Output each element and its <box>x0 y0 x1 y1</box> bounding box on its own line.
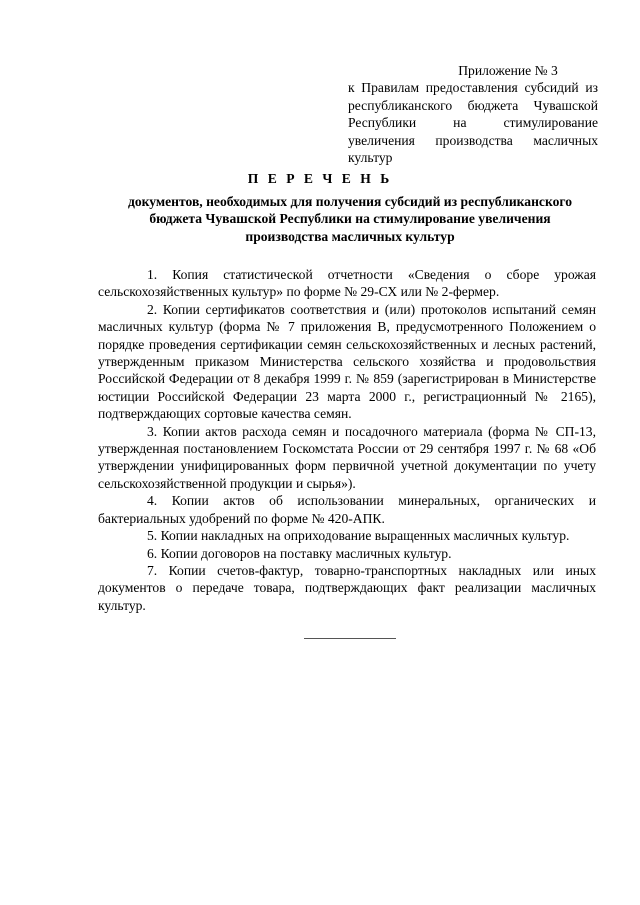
documents-list <box>98 266 596 614</box>
list-item-7: 7. Копии счетов-фактур, товарно-транспортных накладных или иных документов о передаче товара, подтверждающих факт реализации масличных культур. <box>98 562 596 613</box>
end-separator-line <box>304 638 396 639</box>
list-item-3: 3. Копии актов расхода семян и посадочного материала (форма № СП-13, утвержденная постановлением Госкомстата России от 29 сентября 1997 г. № 68 «Об утверждении унифицированных форм первичной учетной документации по учету сельскохозяйственной продукции и сырья»). <box>98 423 596 491</box>
list-item-2: 2. Копии сертификатов соответствия и (или) протоколов испытаний семян масличных культур (форма № 7 приложения В, предусмотренного Положением о порядке проведения сертификации семян сельскохозяйственных и лесных растений, утвержденным приказом Министерства сельского хозяйства и продовольствия Российской Федерации от 8 декабря 1999 г. № 859 (зарегистрирован в Министерстве юстиции Российской Федерации 23 марта 2000 г., регистрационный № 2165), подтверждающих сортовые качества семян. <box>98 301 596 422</box>
appendix-text: к Правилам предоставления субсидий из республиканского бюджета Чувашской Республики на стимулирование увеличения производства масличных культур <box>348 80 598 166</box>
list-item-6: 6. Копии договоров на поставку масличных культур. <box>147 545 452 561</box>
appendix-block <box>348 62 598 166</box>
document-subtitle: документов, необходимых для получения субсидий из республиканского бюджета Чувашской Республики на стимулирование увеличения производства масличных культур <box>127 194 573 244</box>
appendix-number: Приложение № 3 <box>458 63 558 78</box>
list-item-5: 5. Копии накладных на оприходование выращенных масличных культур. <box>147 528 570 544</box>
list-item-1: 1. Копия статистической отчетности «Сведения о сборе урожая сельскохозяйственных культур» по форме № 29-СХ или № 2-фермер. <box>98 267 596 300</box>
list-item-4: 4. Копии актов об использовании минеральных, органических и бактериальных удобрений по форме № 420-АПК. <box>98 493 596 526</box>
document-title: П Е Р Е Ч Е Н Ь <box>247 171 393 186</box>
